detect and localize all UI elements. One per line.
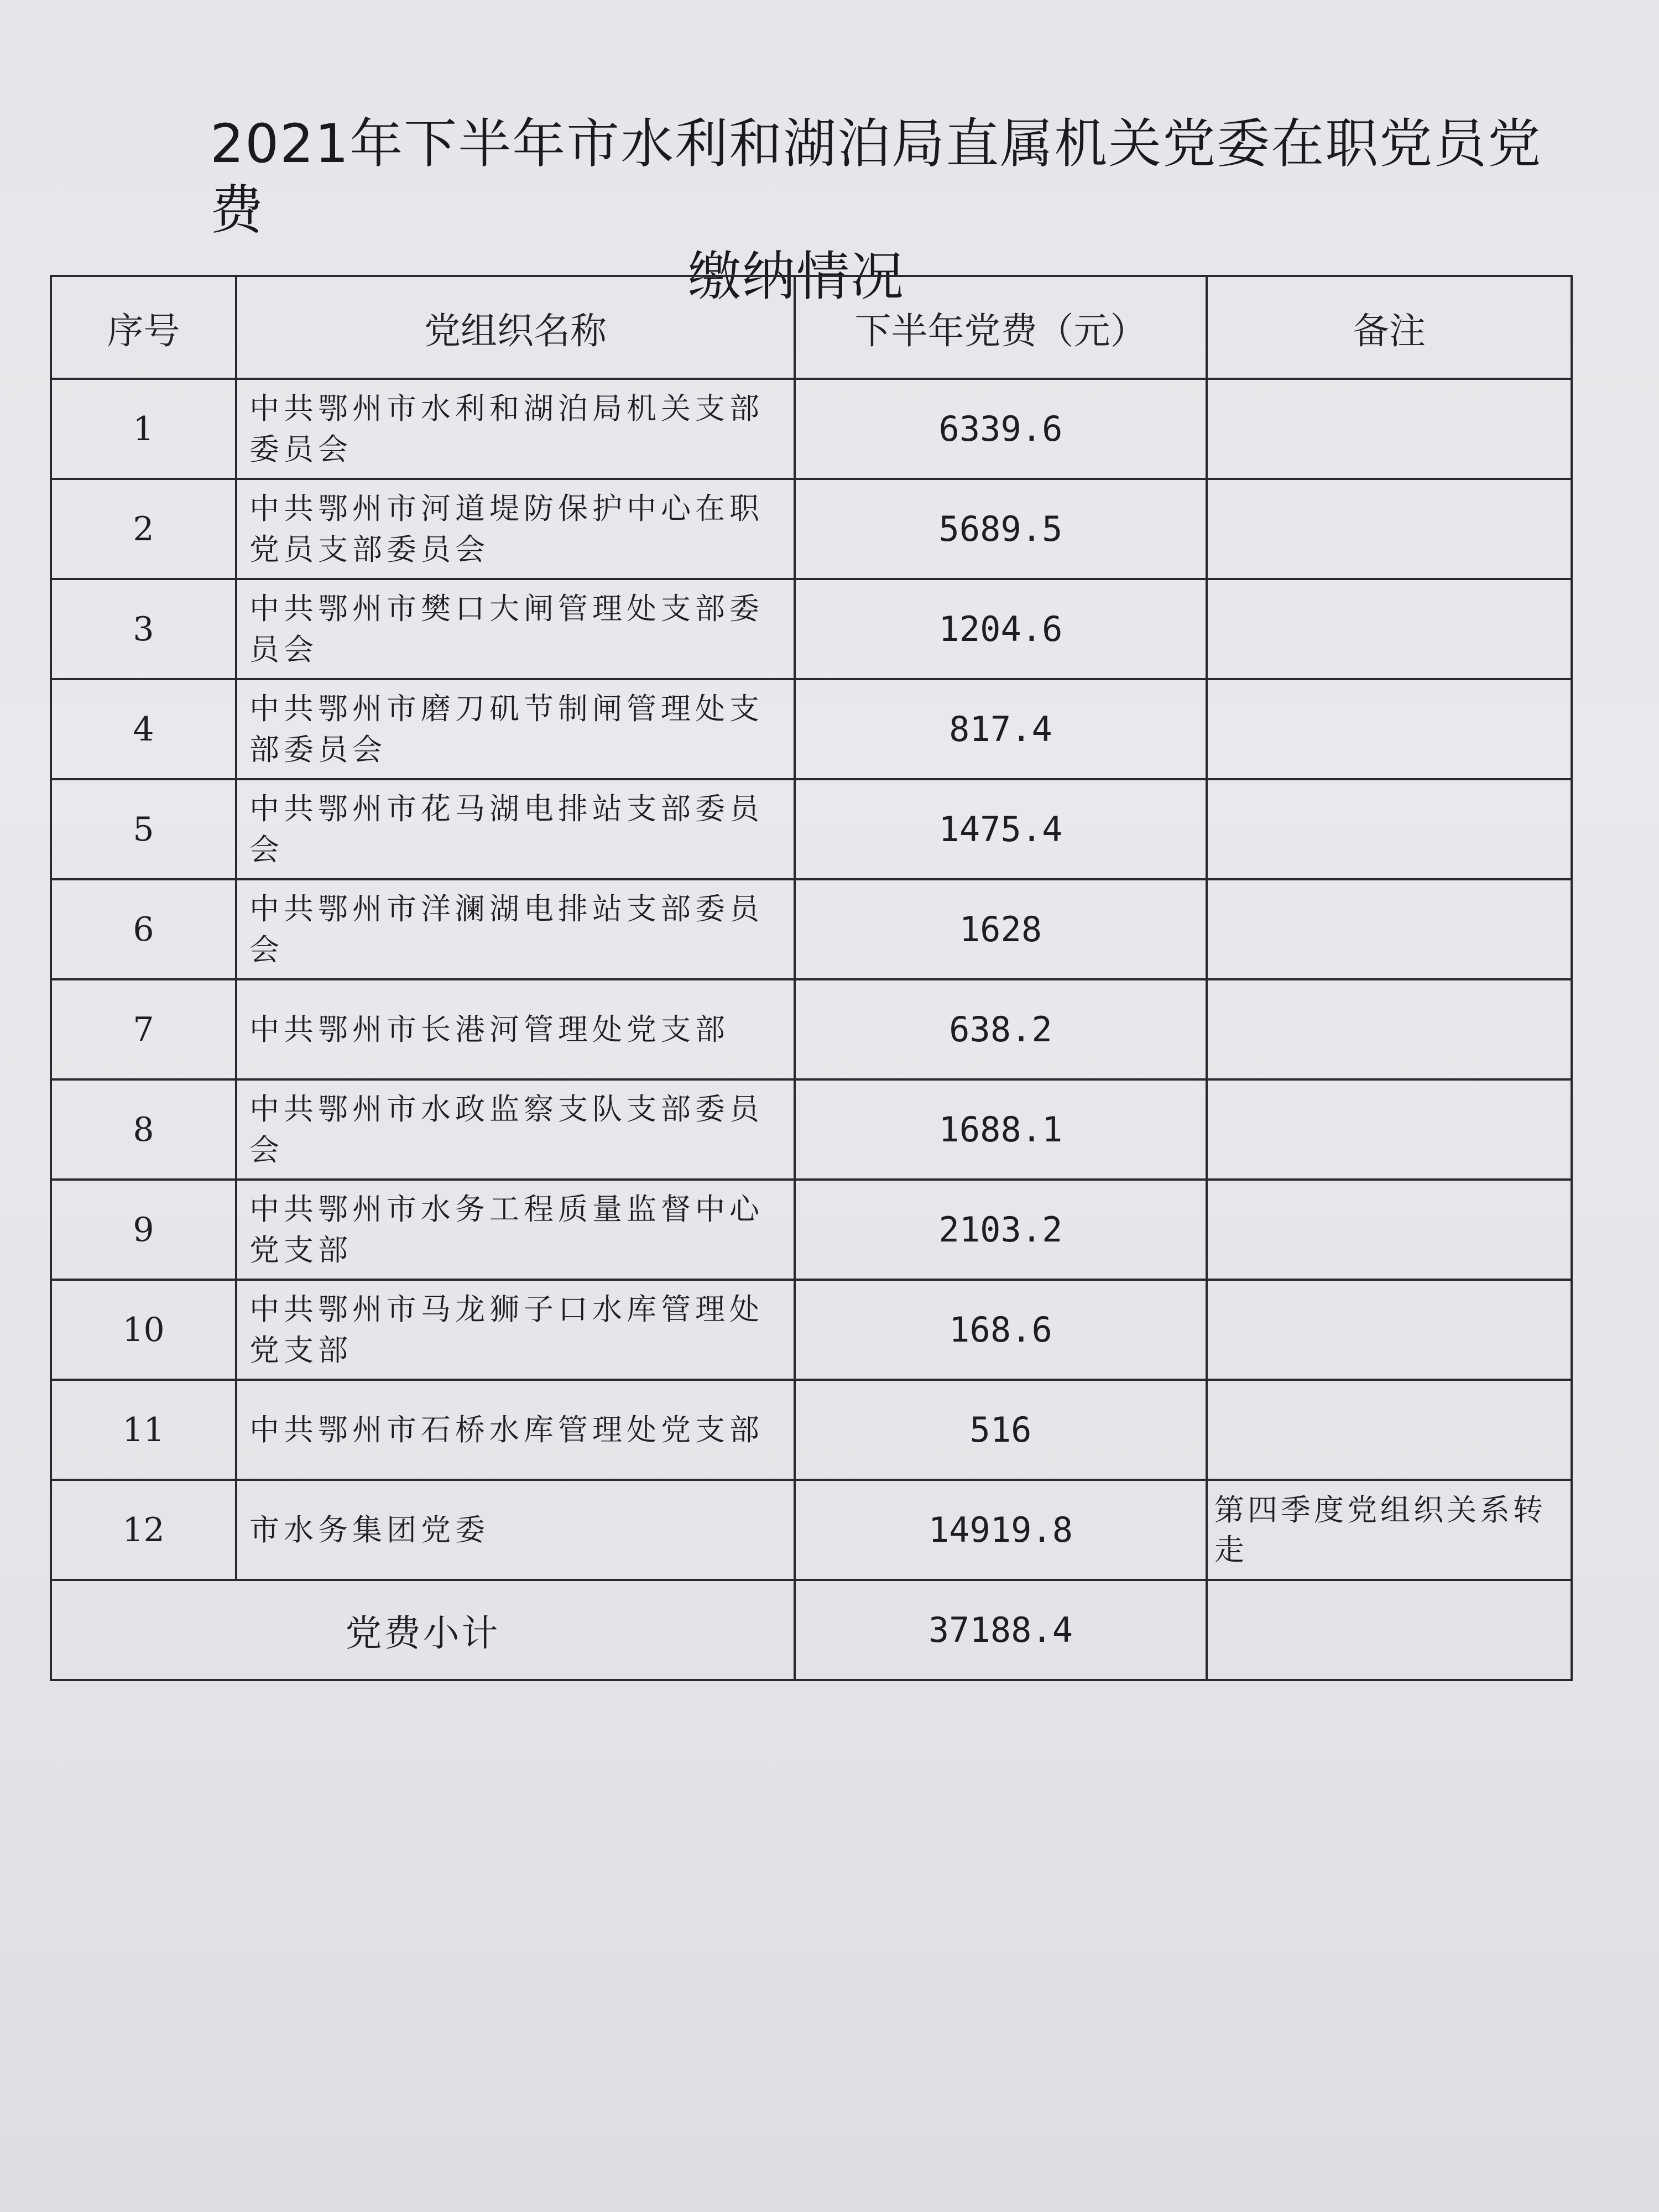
row-index: 8 — [51, 1079, 236, 1180]
row-org-name: 市水务集团党委 — [236, 1480, 795, 1580]
table-row — [51, 679, 1572, 779]
row-index: 2 — [51, 479, 236, 579]
row-remark — [1207, 579, 1572, 679]
row-remark — [1207, 1380, 1572, 1480]
table-row — [51, 879, 1572, 979]
row-fee: 2103.2 — [795, 1180, 1207, 1280]
row-fee: 6339.6 — [795, 379, 1207, 479]
row-fee: 168.6 — [795, 1280, 1207, 1380]
row-fee: 5689.5 — [795, 479, 1207, 579]
table-row — [51, 779, 1572, 879]
row-fee: 1204.6 — [795, 579, 1207, 679]
table-row — [51, 579, 1572, 679]
table-row — [51, 1079, 1572, 1180]
row-org-name: 中共鄂州市花马湖电排站支部委员会 — [236, 779, 795, 879]
row-org-name: 中共鄂州市河道堤防保护中心在职党员支部委员会 — [236, 479, 795, 579]
row-index: 9 — [51, 1180, 236, 1280]
row-org-name: 中共鄂州市长港河管理处党支部 — [236, 979, 795, 1079]
row-remark — [1207, 879, 1572, 979]
row-index: 3 — [51, 579, 236, 679]
row-index: 4 — [51, 679, 236, 779]
row-index: 6 — [51, 879, 236, 979]
row-index: 1 — [51, 379, 236, 479]
row-remark — [1207, 1079, 1572, 1180]
row-org-name: 中共鄂州市水利和湖泊局机关支部委员会 — [236, 379, 795, 479]
row-org-name: 中共鄂州市马龙狮子口水库管理处党支部 — [236, 1280, 795, 1380]
row-fee: 1688.1 — [795, 1079, 1207, 1180]
row-remark — [1207, 679, 1572, 779]
party-fee-table — [50, 275, 1573, 1681]
row-index: 5 — [51, 779, 236, 879]
table-row — [51, 1480, 1572, 1580]
row-fee: 1628 — [795, 879, 1207, 979]
table-body — [51, 379, 1572, 1680]
row-remark — [1207, 779, 1572, 879]
row-fee: 1475.4 — [795, 779, 1207, 879]
row-remark — [1207, 1180, 1572, 1280]
row-index: 12 — [51, 1480, 236, 1580]
row-remark — [1207, 379, 1572, 479]
row-remark — [1207, 979, 1572, 1079]
title-line-1: 2021年下半年市水利和湖泊局直属机关党委在职党员党费 — [210, 113, 1542, 241]
row-org-name: 中共鄂州市水政监察支队支部委员会 — [236, 1079, 795, 1180]
header-row — [51, 276, 1572, 379]
table-row — [51, 379, 1572, 479]
table-row — [51, 1180, 1572, 1280]
subtotal-fee: 37188.4 — [795, 1580, 1207, 1680]
row-fee: 516 — [795, 1380, 1207, 1480]
row-org-name: 中共鄂州市樊口大闸管理处支部委员会 — [236, 579, 795, 679]
row-index: 10 — [51, 1280, 236, 1380]
row-fee: 817.4 — [795, 679, 1207, 779]
row-remark: 第四季度党组织关系转走 — [1207, 1480, 1572, 1580]
row-org-name: 中共鄂州市水务工程质量监督中心党支部 — [236, 1180, 795, 1280]
row-org-name: 中共鄂州市洋澜湖电排站支部委员会 — [236, 879, 795, 979]
subtotal-row — [51, 1580, 1572, 1680]
row-org-name: 中共鄂州市石桥水库管理处党支部 — [236, 1380, 795, 1480]
title-line-2: 缴纳情况 — [688, 246, 905, 307]
row-org-name: 中共鄂州市磨刀矶节制闸管理处支部委员会 — [236, 679, 795, 779]
row-index: 11 — [51, 1380, 236, 1480]
row-remark — [1207, 1280, 1572, 1380]
table-row — [51, 479, 1572, 579]
subtotal-remark — [1207, 1580, 1572, 1680]
table-row — [51, 1280, 1572, 1380]
table-row — [51, 1380, 1572, 1480]
row-fee: 638.2 — [795, 979, 1207, 1079]
subtotal-label: 党费小计 — [51, 1580, 795, 1680]
header-org-name: 党组织名称 — [236, 276, 795, 379]
row-fee: 14919.8 — [795, 1480, 1207, 1580]
table-row — [51, 979, 1572, 1079]
header-remark: 备注 — [1207, 276, 1572, 379]
header-fee: 下半年党费（元） — [795, 276, 1207, 379]
header-index: 序号 — [51, 276, 236, 379]
table-header — [51, 276, 1572, 379]
row-index: 7 — [51, 979, 236, 1079]
row-remark — [1207, 479, 1572, 579]
